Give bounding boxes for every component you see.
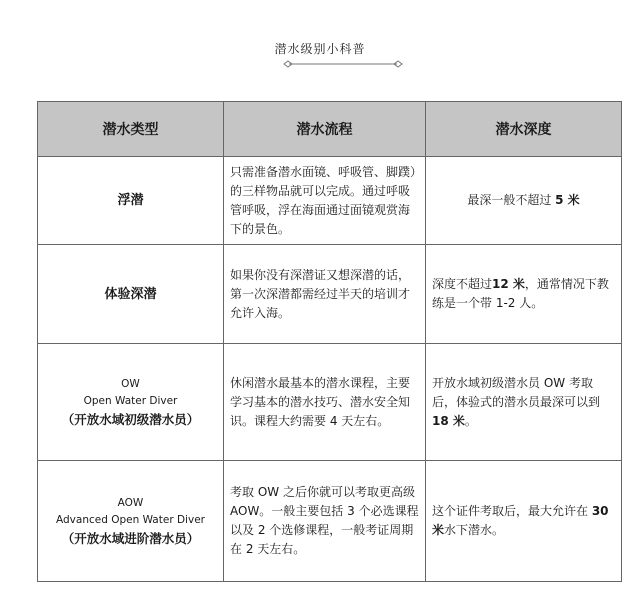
row-type-cell bbox=[38, 344, 224, 461]
row-type-code: OW bbox=[121, 377, 140, 390]
row-process: 只需准备潜水面镜、呼吸管、脚蹼）的三样物品就可以完成。通过呼吸管呼吸，浮在海面通过面镜观赏海下的景色。 bbox=[224, 157, 426, 245]
row-type: 体验深潜 bbox=[104, 286, 157, 302]
row-type-cell bbox=[38, 245, 224, 344]
row-depth: 最深一般不超过 5 米 bbox=[426, 157, 622, 245]
row-type-en: Open Water Diver bbox=[83, 394, 178, 407]
row-depth: 开放水域初级潜水员 OW 考取后，体验式的潜水员最深可以到 18 米。 bbox=[426, 344, 622, 461]
row-process: 如果你没有深潜证又想深潜的话，第一次深潜都需经过半天的培训才允许入海。 bbox=[224, 245, 426, 344]
row-depth: 深度不超过12 米，通常情况下教练是一个带 1-2 人。 bbox=[426, 245, 622, 344]
row-type: 浮潜 bbox=[117, 193, 144, 208]
row-type-cn: （开放水域初级潜水员） bbox=[61, 411, 200, 427]
row-type-cell bbox=[38, 157, 224, 245]
header-type: 潜水类型 bbox=[38, 102, 224, 157]
table-row bbox=[38, 157, 622, 245]
row-type-cn: （开放水域进阶潜水员） bbox=[61, 530, 200, 546]
title-block bbox=[0, 38, 640, 57]
table-header-row bbox=[38, 102, 622, 157]
table-row bbox=[38, 344, 622, 461]
header-depth: 潜水深度 bbox=[426, 102, 622, 157]
title-underline-divider bbox=[283, 60, 403, 68]
row-type-en: Advanced Open Water Diver bbox=[56, 513, 205, 526]
row-depth: 这个证件考取后，最大允许在 30 米水下潜水。 bbox=[426, 461, 622, 582]
table-row bbox=[38, 245, 622, 344]
row-type-cell bbox=[38, 461, 224, 582]
row-process: 考取 OW 之后你就可以考取更高级 AOW。一般主要包括 3 个必选课程以及 2 个选修课程，一般考证周期在 2 天左右。 bbox=[224, 461, 426, 582]
row-process: 休闲潜水最基本的潜水课程，主要学习基本的潜水技巧、潜水安全知识。课程大约需要 4 天左右。 bbox=[224, 344, 426, 461]
header-process: 潜水流程 bbox=[224, 102, 426, 157]
row-type-code: AOW bbox=[117, 496, 144, 509]
page-title: 潜水级别小科普 bbox=[274, 42, 366, 56]
diving-levels-table bbox=[37, 101, 622, 582]
table-row bbox=[38, 461, 622, 582]
